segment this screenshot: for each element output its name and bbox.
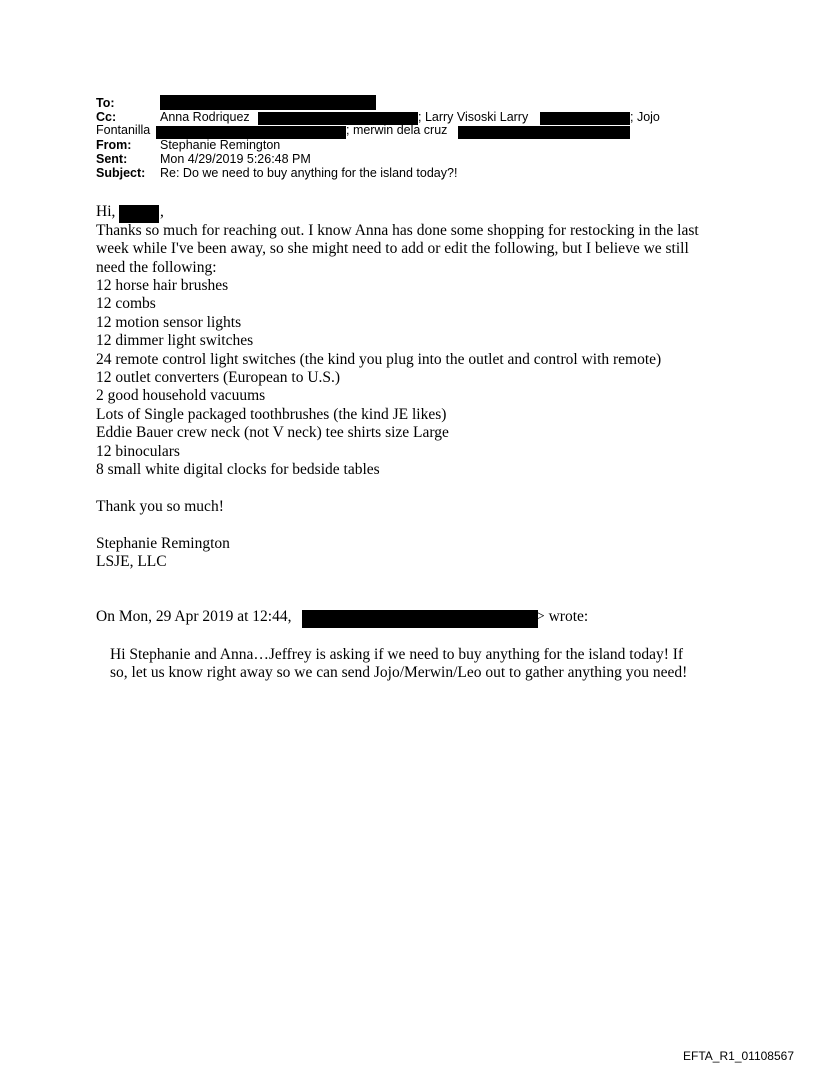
- list-item: 12 motion sensor lights: [96, 313, 242, 331]
- list-item: 12 combs: [96, 295, 156, 313]
- intro-line: Thanks so much for reaching out. I know Anna has done some shopping for restocking in the last: [96, 222, 699, 239]
- quote-attribution: On Mon, 29 Apr 2019 at 12:44,: [96, 608, 292, 625]
- list-item: Eddie Bauer crew neck (not V neck) tee shirts size Large: [96, 424, 449, 442]
- signature-name: Stephanie Remington: [96, 535, 230, 552]
- list-item: 12 outlet converters (European to U.S.): [96, 369, 341, 387]
- list-item: 12 binoculars: [96, 442, 180, 460]
- cc-name-fontanilla: Fontanilla: [96, 123, 151, 137]
- cc-name-anna: Anna Rodriquez: [160, 110, 250, 124]
- quoted-line: Hi Stephanie and Anna…Jeffrey is asking if we need to buy anything for the island today! If: [110, 646, 684, 663]
- sent-label: Sent:: [96, 152, 128, 166]
- greeting-comma: ,: [160, 203, 164, 220]
- list-item: 12 horse hair brushes: [96, 277, 229, 294]
- redaction-block: [160, 95, 376, 110]
- list-item: 12 dimmer light switches: [96, 332, 254, 350]
- intro-line: week while I've been away, so she might need to add or edit the following, but I believe we still: [96, 240, 689, 258]
- list-item: 2 good household vacuums: [96, 387, 266, 405]
- quoted-line: so, let us know right away so we can send Jojo/Merwin/Leo out to gather anything you need!: [110, 664, 688, 682]
- document-id: EFTA_R1_01108567: [683, 1049, 794, 1063]
- signature: [96, 535, 230, 572]
- redaction-block: [458, 126, 630, 139]
- cc-name-merwin: ; merwin dela cruz: [346, 123, 448, 137]
- shopping-list: [96, 277, 661, 479]
- to-label: To:: [96, 96, 115, 110]
- subject-label: Subject:: [96, 166, 146, 180]
- sent-value: Mon 4/29/2019 5:26:48 PM: [160, 152, 311, 166]
- from-value: Stephanie Remington: [160, 138, 281, 152]
- thanks-line: Thank you so much!: [96, 498, 224, 515]
- list-item: Lots of Single packaged toothbrushes (the kind JE likes): [96, 405, 447, 423]
- signature-company: LSJE, LLC: [96, 553, 167, 571]
- redaction-block: [119, 205, 159, 223]
- cc-name-larry: ; Larry Visoski Larry: [418, 110, 529, 124]
- from-label: From:: [96, 138, 132, 152]
- quote-wrote: > wrote:: [536, 608, 589, 625]
- redaction-block: [302, 610, 538, 628]
- redaction-block: [540, 112, 630, 125]
- list-item: 24 remote control light switches (the kind you plug into the outlet and control with remote): [96, 350, 662, 368]
- list-item: 8 small white digital clocks for bedside tables: [96, 461, 380, 479]
- intro-paragraph: [96, 222, 699, 277]
- cc-name-jojo: ; Jojo: [630, 110, 660, 124]
- quoted-body: [110, 646, 687, 683]
- intro-line: need the following:: [96, 258, 217, 276]
- cc-label: Cc:: [96, 110, 117, 124]
- subject-value: Re: Do we need to buy anything for the island today?!: [160, 166, 458, 180]
- greeting: Hi,: [96, 203, 116, 220]
